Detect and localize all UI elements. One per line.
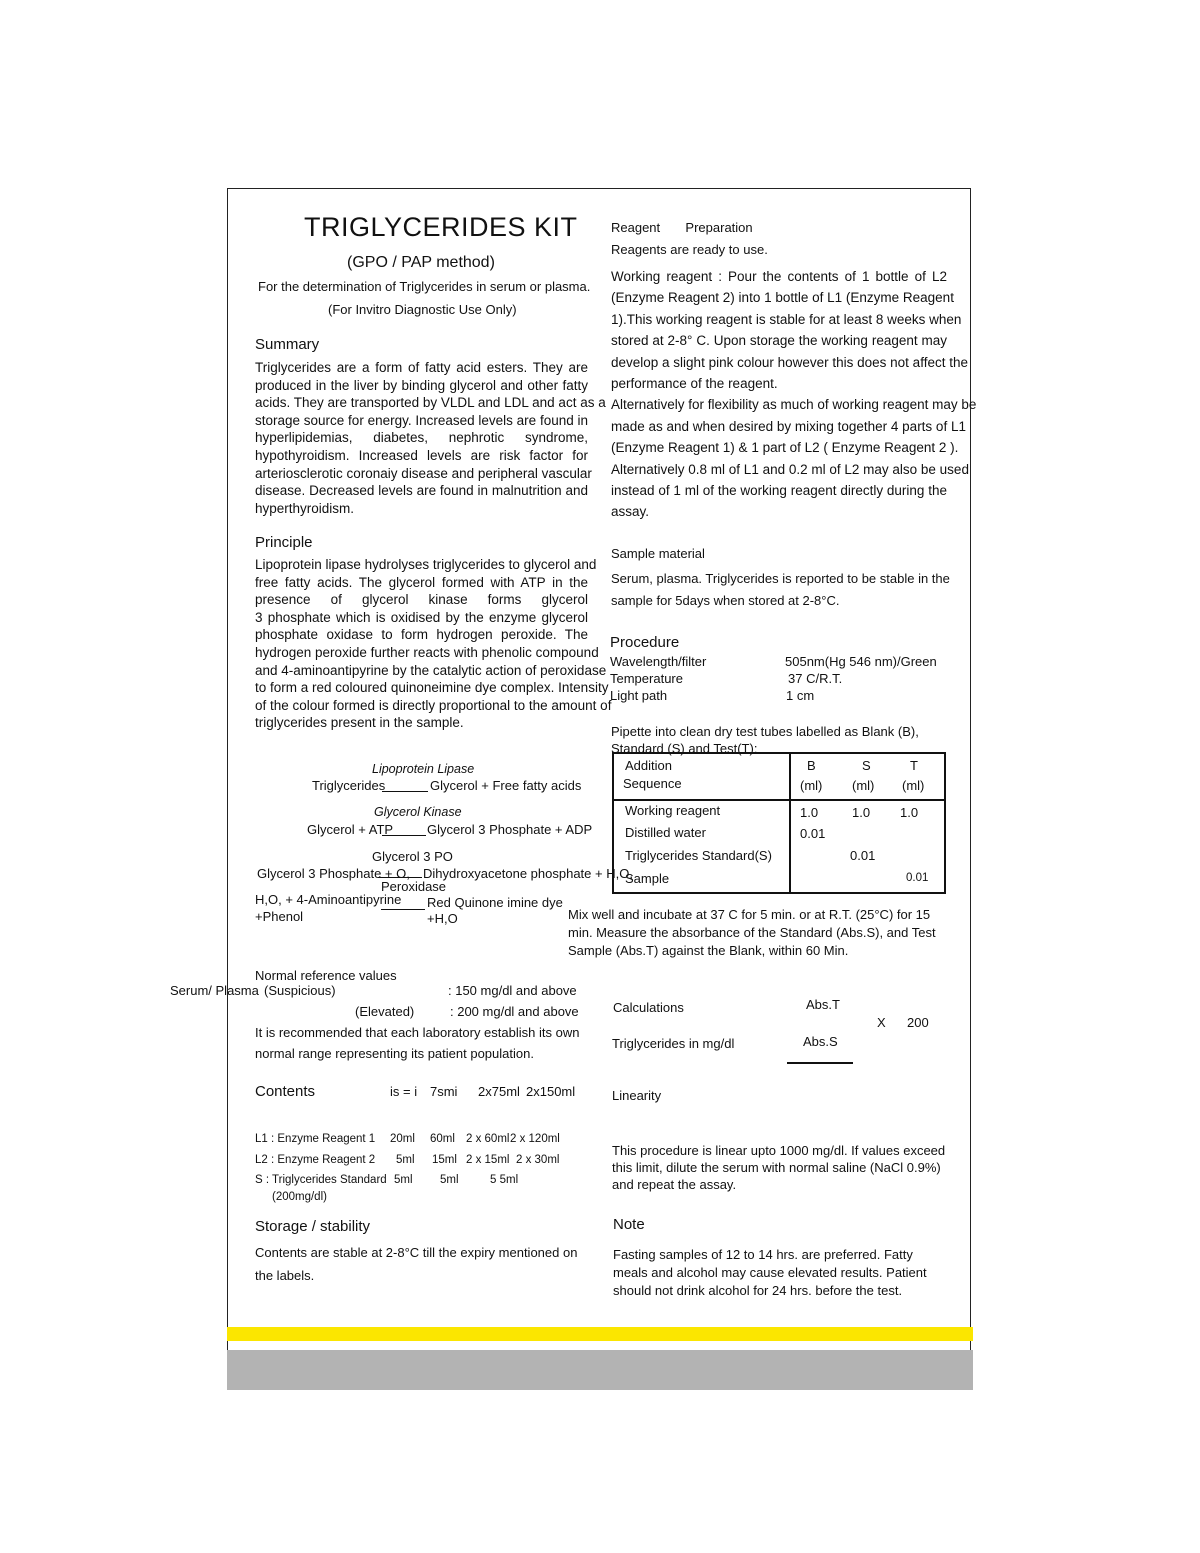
principle-line: hydrogen peroxide further reacts with phenolic compound [255,644,599,660]
note-heading: Note [613,1216,645,1233]
reagent-prep-line: Working reagent : Pour the contents of 1 bottle of L2 [611,269,947,284]
table-cell: 1.0 [852,805,871,820]
incubation-line: Mix well and incubate at 37 C for 5 min. or at R.T. (25°C) for 15 [568,907,931,922]
calc-fraction-bar [787,1062,853,1064]
contents-heading: Contents [255,1083,316,1100]
contents-row-value: 5ml [396,1154,415,1166]
suspicious-value: : 150 mg/dl and above [448,983,577,998]
reagent-prep-line: Alternatively for flexibility as much of working reagent may be [611,397,977,413]
reaction3-arrow [378,877,422,878]
table-header-t: T [910,758,918,773]
storage-heading: Storage / stability [255,1218,371,1235]
reaction4-left-2: +Phenol [255,909,304,924]
recommendation-line: normal range representing its patient population. [255,1046,534,1061]
table-cell: 1.0 [800,805,819,820]
reaction3-left: Glycerol 3 Phosphate + O, [257,866,410,881]
summary-line: arteriosclerotic coronaiy disease and peripheral vascular [255,465,592,481]
calc-multiply: X [877,1015,886,1030]
elevated-value: : 200 mg/dl and above [450,1004,579,1019]
reagent-prep-line: Alternatively 0.8 ml of L1 and 0.2 ml of L2 may also be used [611,461,969,477]
contents-col-header: is = i [390,1084,418,1099]
reagent-prep-line: stored at 2-8° C. Upon storage the working reagent may [611,333,947,349]
grey-footer-band [227,1350,973,1390]
table-header-divider [614,799,944,801]
summary-line: disease. Decreased levels are found in malnutrition and [255,483,588,499]
yellow-accent-band [227,1327,973,1341]
summary-heading: Summary [255,336,320,353]
contents-row-value: 15ml [432,1154,457,1166]
recommendation-line: It is recommended that each laboratory establish its own [255,1025,580,1040]
table-column-divider [789,754,791,892]
determination-line: For the determination of Triglycerides in serum or plasma. [258,279,591,294]
reagent-prep-line: 1).This working reagent is stable for at least 8 weeks when [611,311,962,327]
contents-row-value: 5 5ml [490,1174,519,1186]
table-header-unit: (ml) [800,778,823,793]
table-header-b: B [807,758,816,773]
principle-line: 3 phosphate which is oxidised by the enzyme glycerol [255,609,588,625]
reagent-prep-line: (Enzyme Reagent 2) into 1 bottle of L1 (Enzyme Reagent [611,290,954,306]
contents-col-header: 7smi [430,1084,458,1099]
principle-line: of the colour formed is directly proportional to the amount of [255,697,612,713]
document-title: TRIGLYCERIDES KIT [304,212,578,242]
principle-line: triglycerides present in the sample. [255,715,464,731]
reagent-prep-line: made as and when desired by mixing together 4 parts of L1 [611,418,966,434]
reaction2-arrow [382,835,426,836]
reaction2-right: Glycerol 3 Phosphate + ADP [427,822,593,837]
elevated-label: (Elevated) [355,1004,415,1019]
table-row-label: Working reagent [625,803,721,818]
procedure-key: Wavelength/filter [610,654,707,669]
linearity-line: and repeat the assay. [612,1177,737,1192]
summary-line: Triglycerides are a form of fatty acid esters. They are [255,360,588,375]
principle-line: to form a red coloured quinoneimine dye complex. Intensity [255,680,609,696]
contents-row-value: 2 x 30ml [516,1154,560,1166]
reagent-prep-line: develop a slight pink colour however this does not affect the [611,354,968,370]
contents-row-value: 2 x 60ml [466,1133,510,1145]
summary-line: hyperthyroidism. [255,500,355,516]
reaction4-right-2: +H,O [427,911,458,926]
table-row-label: Distilled water [625,825,706,840]
table-cell: 0.01 [906,872,929,884]
calculations-heading: Calculations [613,1000,684,1015]
sample-material-line: sample for 5days when stored at 2-8°C. [611,593,840,608]
table-cell: 0.01 [800,826,826,841]
reagent-prep-line: (Enzyme Reagent 1) & 1 part of L2 ( Enzyme Reagent 2 ). [611,440,959,456]
suspicious-label: (Suspicious) [264,983,336,998]
principle-line: Lipoprotein lipase hydrolyses triglycerides to glycerol and [255,557,597,572]
reagent-prep-line: assay. [611,504,650,520]
linearity-line: This procedure is linear upto 1000 mg/dl. If values exceed [612,1143,946,1158]
standard-concentration-note: (200mg/dl) [272,1191,327,1203]
principle-paragraph [255,556,612,732]
procedure-key: Temperature [610,671,683,686]
reaction1-arrow [382,791,428,792]
reaction4-arrow [381,909,425,910]
procedure-value: 1 cm [786,688,815,703]
principle-line: presence of glycerol kinase forms glycerol [255,592,588,608]
summary-line: acids. They are transported by VLDL and LDL and act as a [255,395,606,411]
linearity-line: this limit, dilute the serum with normal saline (NaCl 0.9%) [612,1160,941,1175]
reaction3-right: Dihydroxyacetone phosphate + H,O, [423,866,633,881]
principle-line: and 4-aminoantipyrine by the catalytic action of peroxidase [255,662,607,678]
calc-numerator: Abs.T [806,997,840,1012]
table-header-s: S [862,758,871,773]
contents-col-header: 2x150ml [526,1084,576,1099]
reagent-prep-line: instead of 1 ml of the working reagent directly during the [611,483,947,499]
note-line: should not drink alcohol for 24 hrs. before the test. [613,1283,903,1298]
summary-line: hyperlipidemias, diabetes, nephrotic syndrome, [255,430,588,446]
procedure-value: 505nm(Hg 546 nm)/Green [785,654,937,669]
principle-line: free fatty acids. The glycerol formed with ATP in the [255,574,588,590]
note-line: Fasting samples of 12 to 14 hrs. are preferred. Fatty [613,1247,913,1262]
reagents-ready-line: Reagents are ready to use. [611,242,768,257]
table-row-label: Triglycerides Standard(S) [625,848,772,863]
summary-line: hypothyroidism. Increased levels are risk factor for [255,447,588,463]
procedure-key: Light path [610,688,668,703]
calc-factor: 200 [907,1015,929,1030]
contents-row-name: L1 : Enzyme Reagent 1 [255,1133,376,1145]
contents-row-name: S : Triglycerides Standard [255,1174,387,1186]
storage-line: Contents are stable at 2-8°C till the expiry mentioned on [255,1245,578,1260]
normal-values-heading: Normal reference values [255,968,397,983]
procedure-value: 37 C/R.T. [788,671,843,686]
enzyme-glycerol-kinase: Glycerol Kinase [374,805,462,819]
incubation-line: min. Measure the absorbance of the Standard (Abs.S), and Test [568,925,936,940]
method-subtitle: (GPO / PAP method) [347,254,495,271]
contents-row-value: 5ml [440,1174,459,1186]
table-cell: 0.01 [850,848,876,863]
storage-line: the labels. [255,1268,315,1283]
incubation-line: Sample (Abs.T) against the Blank, within 60 Min. [568,943,849,958]
linearity-heading: Linearity [612,1088,662,1103]
contents-row-value: 2 x 120ml [510,1133,560,1145]
procedure-heading: Procedure [610,634,680,651]
calc-denominator: Abs.S [803,1034,838,1049]
invitro-line: (For Invitro Diagnostic Use Only) [328,302,517,317]
enzyme-peroxidase: Peroxidase [381,879,447,894]
contents-row-value: 20ml [390,1133,415,1145]
reaction4-right-1: Red Quinone imine dye [427,895,563,910]
calc-result-label: Triglycerides in mg/dl [612,1036,735,1051]
reaction1-left: Triglycerides [312,778,386,793]
table-header-sequence: Sequence [623,776,682,791]
contents-row-value: 5ml [394,1174,413,1186]
table-header-unit: (ml) [902,778,925,793]
enzyme-lipoprotein-lipase: Lipoprotein Lipase [372,762,475,776]
reagent-preparation-heading: Reagent Preparation [611,220,753,235]
sample-material-heading: Sample material [611,546,705,561]
principle-line: phosphate oxidase to form hydrogen peroxide. The [255,627,588,643]
reaction4-left-1: H,O, + 4-Aminoantipyrine [255,892,402,907]
contents-row-value: 2 x 15ml [466,1154,510,1166]
summary-paragraph [255,359,606,517]
contents-row-value: 60ml [430,1133,455,1145]
summary-line: produced in the liver by binding glycerol and other fatty [255,377,588,393]
table-cell: 1.0 [900,805,919,820]
table-row-label: Sample [625,871,670,886]
principle-heading: Principle [255,534,313,551]
note-line: meals and alcohol may cause elevated results. Patient [613,1265,927,1280]
summary-line: storage source for energy. Increased levels are found in [255,412,588,428]
contents-row-name: L2 : Enzyme Reagent 2 [255,1154,376,1166]
sample-material-line: Serum, plasma. Triglycerides is reported to be stable in the [611,571,950,586]
normal-values-label: Serum/ Plasma [170,983,259,998]
reaction1-right: Glycerol + Free fatty acids [430,778,582,793]
reaction2-left: Glycerol + ATP [307,822,394,837]
enzyme-glycerol-3-po: Glycerol 3 PO [372,849,453,864]
reagent-preparation-paragraph [611,266,977,523]
contents-col-header: 2x75ml [478,1084,520,1099]
reagent-prep-line: performance of the reagent. [611,376,778,392]
pipette-instruction: Standard (S) and Test(T): [611,741,758,756]
table-header-addition: Addition [625,758,672,773]
table-header-unit: (ml) [852,778,875,793]
pipette-instruction: Pipette into clean dry test tubes labelled as Blank (B), [611,724,919,739]
